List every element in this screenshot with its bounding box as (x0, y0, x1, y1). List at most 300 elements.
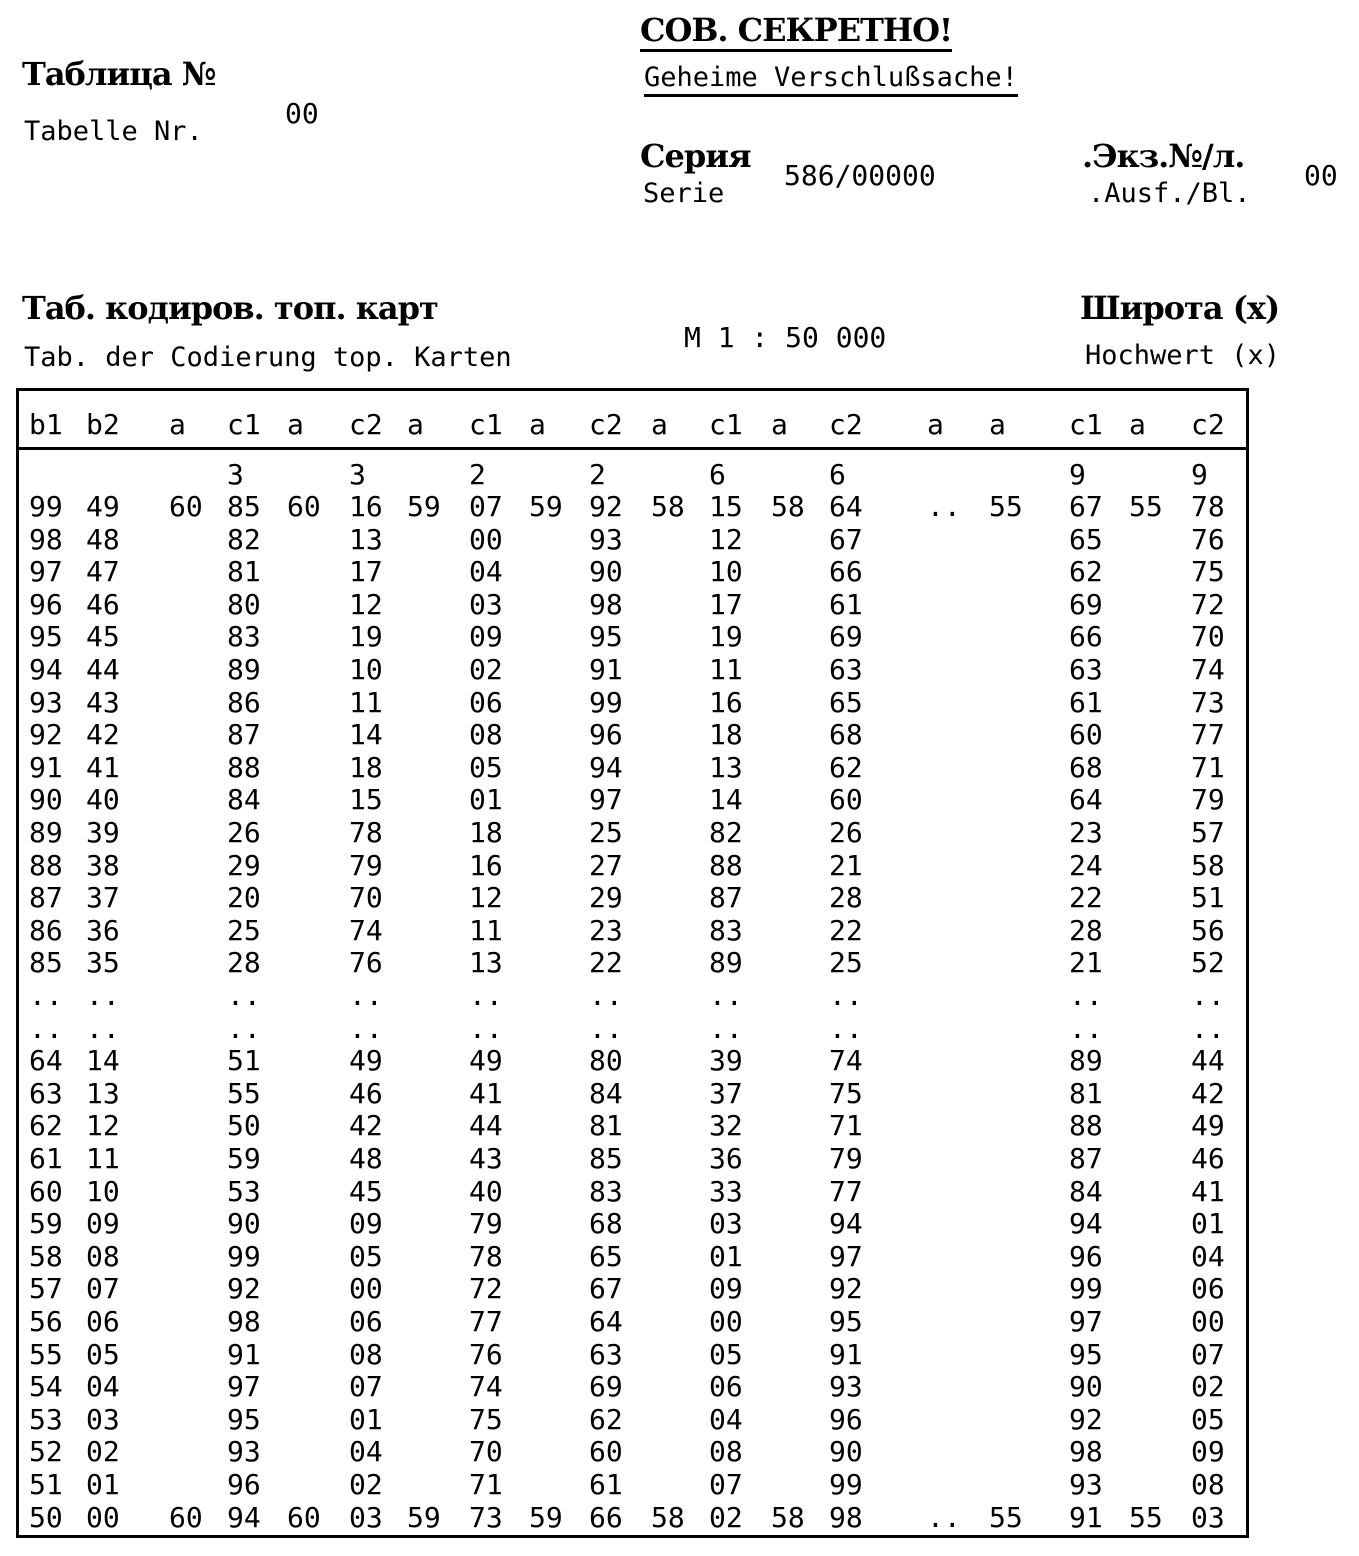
table-cell: 96 (29, 587, 63, 621)
table-cell: 69 (829, 620, 863, 654)
column-header: c2 (349, 408, 383, 441)
table-cell: 99 (1069, 1272, 1103, 1306)
table-cell: 42 (1191, 1076, 1225, 1110)
table-cell: 24 (1069, 848, 1103, 882)
table-cell: 66 (1069, 620, 1103, 654)
table-cell: 39 (86, 816, 120, 849)
table-cell: 18 (349, 750, 383, 784)
table-cell: 04 (709, 1402, 743, 1436)
table-cell: 06 (1191, 1272, 1225, 1306)
table-cell: 94 (829, 1207, 863, 1241)
table-cell: 88 (29, 848, 63, 882)
table-cell: .. (709, 979, 743, 1012)
table-cell: 42 (86, 718, 120, 752)
table-cell: 78 (349, 816, 383, 849)
table-cell: 70 (469, 1435, 503, 1469)
table-cell: 46 (349, 1076, 383, 1110)
table-cell: 38 (86, 848, 120, 882)
table-cell: 95 (829, 1305, 863, 1338)
table-cell: 85 (227, 490, 261, 523)
table-cell: 95 (29, 620, 63, 654)
table-cell: 05 (469, 750, 503, 784)
table-cell: 59 (529, 490, 563, 523)
table-cell: 90 (29, 783, 63, 817)
table-cell: 69 (1069, 587, 1103, 621)
table-cell: 22 (1069, 881, 1103, 915)
table-cell: 03 (469, 587, 503, 621)
copy-label-ru: .Экз.№/л. (1082, 137, 1245, 175)
column-header: c1 (1069, 408, 1103, 441)
column-superscript: 3 (227, 458, 244, 491)
table-cell: 45 (349, 1174, 383, 1208)
table-cell: 05 (709, 1337, 743, 1371)
table-cell: 75 (829, 1076, 863, 1110)
table-cell: 40 (469, 1174, 503, 1208)
table-cell: 26 (227, 816, 261, 849)
table-cell: 25 (589, 816, 623, 849)
table-cell: 01 (469, 783, 503, 817)
table-cell: .. (469, 1011, 503, 1045)
table-cell: 20 (227, 881, 261, 915)
table-cell: 08 (469, 718, 503, 752)
document-title-ru: Таб. кодиров. топ. карт (22, 289, 438, 327)
table-cell: 91 (829, 1337, 863, 1371)
table-cell: 15 (349, 783, 383, 817)
column-header: a (989, 408, 1006, 441)
table-cell: 55 (989, 490, 1023, 523)
column-header: c1 (709, 408, 743, 441)
series-label-ru: Серия (640, 137, 751, 175)
table-cell: 03 (86, 1402, 120, 1436)
table-cell: .. (589, 979, 623, 1012)
table-cell: 04 (86, 1370, 120, 1404)
table-cell: 37 (709, 1076, 743, 1110)
table-cell: .. (709, 1011, 743, 1045)
table-cell: 85 (589, 1142, 623, 1175)
table-cell: 87 (29, 881, 63, 915)
table-cell: 90 (227, 1207, 261, 1241)
table-cell: 51 (29, 1468, 63, 1501)
table-cell: 07 (86, 1272, 120, 1306)
column-header: a (169, 408, 186, 441)
table-cell: 84 (1069, 1174, 1103, 1208)
table-cell: .. (1069, 979, 1103, 1012)
table-cell: 09 (1191, 1435, 1225, 1469)
column-header: a (287, 408, 304, 441)
table-cell: 54 (29, 1370, 63, 1404)
table-cell: 60 (287, 490, 321, 523)
table-cell: 81 (589, 1109, 623, 1143)
table-cell: 49 (1191, 1109, 1225, 1143)
table-cell: 60 (1069, 718, 1103, 752)
table-cell: 77 (469, 1305, 503, 1338)
table-cell: 78 (469, 1239, 503, 1273)
table-cell: 26 (829, 816, 863, 849)
column-header: a (771, 408, 788, 441)
table-cell: 21 (829, 848, 863, 882)
table-cell: .. (29, 1011, 63, 1045)
table-cell: 55 (1129, 490, 1163, 523)
table-cell: .. (829, 1011, 863, 1045)
table-cell: 93 (589, 522, 623, 556)
table-cell: 62 (1069, 555, 1103, 589)
table-cell: 99 (589, 685, 623, 719)
table-cell: 58 (1191, 848, 1225, 882)
table-cell: 29 (589, 881, 623, 915)
table-cell: 43 (86, 685, 120, 719)
table-cell: 08 (1191, 1468, 1225, 1501)
table-cell: 87 (709, 881, 743, 915)
column-superscript: 6 (709, 458, 726, 491)
table-cell: 00 (709, 1305, 743, 1338)
table-cell: 03 (709, 1207, 743, 1241)
table-cell: 04 (349, 1435, 383, 1469)
table-cell: 59 (529, 1500, 563, 1534)
table-cell: 94 (1069, 1207, 1103, 1241)
table-cell: 92 (227, 1272, 261, 1306)
table-cell: 91 (1069, 1500, 1103, 1534)
column-header: a (927, 408, 944, 441)
table-cell: 51 (227, 1044, 261, 1078)
table-cell: 55 (29, 1337, 63, 1371)
table-cell: 42 (349, 1109, 383, 1143)
table-cell: 19 (709, 620, 743, 654)
table-cell: 57 (29, 1272, 63, 1306)
table-cell: 37 (86, 881, 120, 915)
table-cell: 66 (589, 1500, 623, 1534)
table-cell: 78 (1191, 490, 1225, 523)
table-cell: 68 (589, 1207, 623, 1241)
table-cell: 28 (227, 946, 261, 980)
column-header: a (529, 408, 546, 441)
table-cell: 35 (86, 946, 120, 980)
table-cell: 13 (349, 522, 383, 556)
table-cell: 56 (29, 1305, 63, 1338)
table-cell: 83 (589, 1174, 623, 1208)
column-superscript: 2 (589, 458, 606, 491)
table-cell: 09 (349, 1207, 383, 1241)
table-cell: 07 (709, 1468, 743, 1501)
table-cell: 03 (1191, 1500, 1225, 1534)
table-cell: 10 (709, 555, 743, 589)
table-cell: 61 (29, 1142, 63, 1175)
code-table (16, 388, 1249, 1538)
table-cell: 64 (1069, 783, 1103, 817)
table-cell: 97 (1069, 1305, 1103, 1338)
table-cell: 75 (469, 1402, 503, 1436)
table-cell: 06 (469, 685, 503, 719)
column-header: a (1129, 408, 1146, 441)
table-cell: 16 (709, 685, 743, 719)
table-cell: 86 (29, 913, 63, 947)
table-cell: 01 (709, 1239, 743, 1273)
table-cell: 58 (651, 490, 685, 523)
table-cell: 12 (86, 1109, 120, 1143)
table-cell: 71 (469, 1468, 503, 1501)
table-cell: 92 (29, 718, 63, 752)
table-cell: 92 (829, 1272, 863, 1306)
table-cell: 46 (1191, 1142, 1225, 1175)
table-cell: 96 (1069, 1239, 1103, 1273)
table-cell: .. (349, 979, 383, 1012)
table-cell: 96 (829, 1402, 863, 1436)
table-cell: 87 (227, 718, 261, 752)
table-cell: 15 (709, 490, 743, 523)
table-number-label-ru: Таблица № (22, 55, 216, 93)
table-cell: 44 (469, 1109, 503, 1143)
table-cell: 40 (86, 783, 120, 817)
table-cell: 49 (86, 490, 120, 523)
table-cell: .. (227, 1011, 261, 1045)
table-cell: 96 (589, 718, 623, 752)
table-cell: .. (1069, 1011, 1103, 1045)
table-cell: 08 (709, 1435, 743, 1469)
table-cell: 64 (29, 1044, 63, 1078)
table-cell: 02 (349, 1468, 383, 1501)
table-cell: 50 (29, 1500, 63, 1534)
table-cell: 25 (829, 946, 863, 980)
table-cell: 55 (989, 1500, 1023, 1534)
table-cell: 83 (709, 913, 743, 947)
table-cell: 16 (469, 848, 503, 882)
table-cell: 65 (1069, 522, 1103, 556)
column-header: c2 (829, 408, 863, 441)
table-cell: 98 (227, 1305, 261, 1338)
table-cell: 93 (227, 1435, 261, 1469)
table-cell: .. (29, 979, 63, 1012)
table-cell: 59 (29, 1207, 63, 1241)
table-cell: 22 (589, 946, 623, 980)
table-cell: .. (86, 979, 120, 1012)
table-cell: .. (589, 1011, 623, 1045)
table-cell: 09 (709, 1272, 743, 1306)
table-cell: 11 (709, 653, 743, 686)
table-cell: 33 (709, 1174, 743, 1208)
table-cell: 04 (469, 555, 503, 589)
table-cell: 95 (227, 1402, 261, 1436)
table-cell: 58 (29, 1239, 63, 1273)
table-cell: 36 (86, 913, 120, 947)
table-cell: 63 (589, 1337, 623, 1371)
table-cell: 89 (227, 653, 261, 686)
table-cell: 94 (589, 750, 623, 784)
table-cell: 95 (589, 620, 623, 654)
table-cell: 56 (1191, 913, 1225, 947)
table-cell: 92 (1069, 1402, 1103, 1436)
table-cell: 90 (1069, 1370, 1103, 1404)
table-cell: 03 (349, 1500, 383, 1534)
table-cell: 50 (227, 1109, 261, 1143)
table-cell: 60 (829, 783, 863, 817)
table-cell: 14 (709, 783, 743, 817)
table-cell: 02 (86, 1435, 120, 1469)
table-cell: 11 (469, 913, 503, 947)
table-cell: 73 (1191, 685, 1225, 719)
table-cell: 18 (469, 816, 503, 849)
table-cell: 79 (829, 1142, 863, 1175)
table-cell: 77 (829, 1174, 863, 1208)
copy-value: 00 (1304, 159, 1338, 192)
table-cell: 53 (29, 1402, 63, 1436)
table-cell: 07 (349, 1370, 383, 1404)
table-cell: 67 (829, 522, 863, 556)
table-cell: 05 (1191, 1402, 1225, 1436)
document-title-de: Tab. der Codierung top. Karten (24, 342, 512, 373)
table-cell: 67 (1069, 490, 1103, 523)
table-cell: 81 (1069, 1076, 1103, 1110)
table-cell: 11 (349, 685, 383, 719)
table-cell: 55 (227, 1076, 261, 1110)
table-cell: 63 (829, 653, 863, 686)
table-cell: 02 (1191, 1370, 1225, 1404)
table-cell: 65 (829, 685, 863, 719)
table-cell: .. (227, 979, 261, 1012)
table-cell: .. (927, 490, 961, 523)
table-cell: 27 (589, 848, 623, 882)
table-cell: 64 (589, 1305, 623, 1338)
column-header: a (407, 408, 424, 441)
table-cell: 58 (771, 1500, 805, 1534)
column-header: a (651, 408, 668, 441)
table-cell: 81 (227, 555, 261, 589)
table-cell: 44 (86, 653, 120, 686)
table-cell: 59 (407, 1500, 441, 1534)
series-value: 586/00000 (784, 159, 936, 192)
table-cell: 58 (651, 1500, 685, 1534)
table-cell: 12 (469, 881, 503, 915)
table-cell: 62 (589, 1402, 623, 1436)
table-cell: 18 (709, 718, 743, 752)
table-cell: 84 (589, 1076, 623, 1110)
table-cell: 58 (771, 490, 805, 523)
table-cell: 12 (709, 522, 743, 556)
table-cell: 97 (227, 1370, 261, 1404)
column-superscript: 9 (1069, 458, 1086, 491)
table-cell: 62 (829, 750, 863, 784)
table-cell: 46 (86, 587, 120, 621)
table-cell: 71 (829, 1109, 863, 1143)
table-cell: 01 (1191, 1207, 1225, 1241)
table-cell: 94 (227, 1500, 261, 1534)
column-header: b2 (86, 408, 120, 441)
classification-de: Geheime Verschlußsache! (644, 64, 1018, 97)
table-cell: 65 (589, 1239, 623, 1273)
table-cell: 97 (589, 783, 623, 817)
table-cell: 89 (29, 816, 63, 849)
table-cell: 82 (709, 816, 743, 849)
column-superscript: 6 (829, 458, 846, 491)
column-header: c2 (589, 408, 623, 441)
table-cell: 49 (349, 1044, 383, 1078)
column-superscript: 3 (349, 458, 366, 491)
table-cell: 29 (227, 848, 261, 882)
table-cell: 00 (1191, 1305, 1225, 1338)
table-cell: 00 (86, 1500, 120, 1534)
table-cell: 22 (829, 913, 863, 947)
table-cell: 89 (709, 946, 743, 980)
table-cell: 60 (29, 1174, 63, 1208)
table-cell: 09 (86, 1207, 120, 1241)
table-cell: 60 (589, 1435, 623, 1469)
table-cell: 93 (29, 685, 63, 719)
table-cell: 70 (349, 881, 383, 915)
table-cell: 39 (709, 1044, 743, 1078)
table-cell: 25 (227, 913, 261, 947)
table-cell: 75 (1191, 555, 1225, 589)
axis-label-ru: Широта (x) (1080, 289, 1280, 327)
table-cell: 93 (1069, 1468, 1103, 1501)
table-cell: 17 (709, 587, 743, 621)
table-cell: 05 (86, 1337, 120, 1371)
table-cell: 94 (29, 653, 63, 686)
table-cell: 74 (469, 1370, 503, 1404)
table-cell: 32 (709, 1109, 743, 1143)
table-cell: 01 (349, 1402, 383, 1436)
table-number-label-de: Tabelle Nr. (24, 116, 203, 147)
table-cell: 07 (1191, 1337, 1225, 1371)
table-cell: 74 (829, 1044, 863, 1078)
table-cell: .. (1191, 979, 1225, 1012)
table-cell: 47 (86, 555, 120, 589)
table-cell: 14 (86, 1044, 120, 1078)
table-cell: 10 (86, 1174, 120, 1208)
table-cell: 10 (349, 653, 383, 686)
table-cell: 79 (469, 1207, 503, 1241)
table-cell: 87 (1069, 1142, 1103, 1175)
table-cell: 68 (829, 718, 863, 752)
table-cell: 91 (227, 1337, 261, 1371)
table-cell: 90 (589, 555, 623, 589)
table-cell: 17 (349, 555, 383, 589)
table-cell: 74 (349, 913, 383, 947)
table-cell: 48 (349, 1142, 383, 1175)
table-cell: 99 (829, 1468, 863, 1501)
table-cell: .. (927, 1500, 961, 1534)
table-cell: 98 (29, 522, 63, 556)
table-cell: 13 (469, 946, 503, 980)
table-cell: 98 (1069, 1435, 1103, 1469)
table-cell: 52 (1191, 946, 1225, 980)
column-header: c1 (469, 408, 503, 441)
column-superscript: 2 (469, 458, 486, 491)
column-superscript: 9 (1191, 458, 1208, 491)
table-cell: 28 (1069, 913, 1103, 947)
table-cell: 98 (589, 587, 623, 621)
table-cell: 60 (169, 490, 203, 523)
table-cell: 83 (227, 620, 261, 654)
table-cell: 79 (349, 848, 383, 882)
table-cell: 99 (29, 490, 63, 523)
table-cell: 00 (469, 522, 503, 556)
table-cell: 68 (1069, 750, 1103, 784)
table-cell: .. (349, 1011, 383, 1045)
table-cell: 61 (829, 587, 863, 621)
table-cell: 91 (589, 653, 623, 686)
table-cell: 97 (29, 555, 63, 589)
table-cell: 08 (349, 1337, 383, 1371)
table-cell: 95 (1069, 1337, 1103, 1371)
table-cell: 06 (86, 1305, 120, 1338)
table-cell: 61 (589, 1468, 623, 1501)
table-cell: 72 (469, 1272, 503, 1306)
table-cell: 59 (407, 490, 441, 523)
table-cell: 70 (1191, 620, 1225, 654)
table-cell: 00 (349, 1272, 383, 1306)
table-cell: 62 (29, 1109, 63, 1143)
table-cell: 41 (86, 750, 120, 784)
table-cell: 82 (227, 522, 261, 556)
table-cell: 76 (1191, 522, 1225, 556)
